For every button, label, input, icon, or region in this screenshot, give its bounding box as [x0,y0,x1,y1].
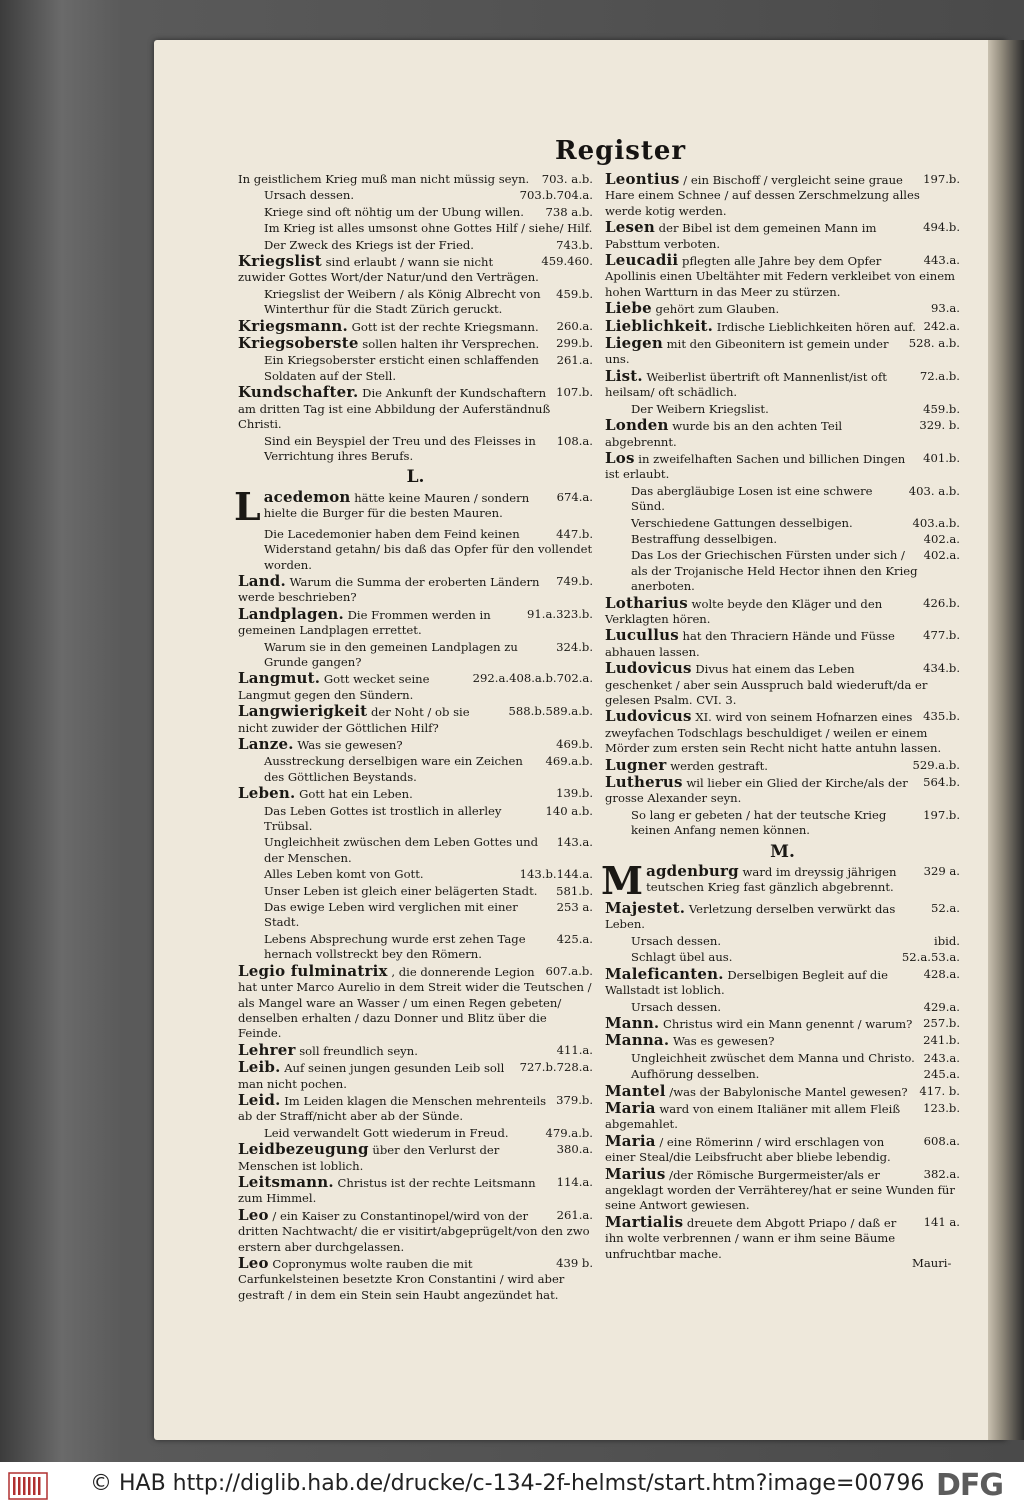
entry-text: Alles Leben komt von Gott. [264,867,424,882]
register-entry [605,709,960,756]
headword: Leo [238,1205,269,1224]
page-reference: 257.b. [923,1015,960,1030]
page-reference: 253 a. [556,900,593,915]
page-reference: 241.b. [923,1033,960,1048]
entry-text: Christus wird ein Mann genennt / warum? [663,1016,913,1031]
entry-text: wil lieber ein Glied der Kirche/als der grosse Alexander seyn. [605,776,908,806]
headword: Lucullus [605,626,679,645]
register-entry [238,571,593,606]
entry-text: wolte beyde den Kläger und den Verklagten hören. [605,596,883,626]
page-reference: 261.a. [556,1207,593,1222]
entry-text: Ursach dessen. [631,999,722,1014]
entry-text: der Bibel ist dem gemeinen Mann im Pabsttum verboten. [605,221,877,251]
entry-text: in zweifelhaften Sachen und billichen Dingen ist erlaubt. [605,451,906,482]
entry-text: Auf seinen jungen gesunden Leib soll man nicht pochen. [238,1061,505,1091]
register-entry [238,737,593,753]
entry-text: Lebens Absprechung wurde erst zehen Tage hernach vollstreckt bey den Römern. [264,931,526,962]
headword: List. [605,366,643,385]
entry-text: /der Römische Burgermeister/als er angeklagt worden der Verrähterey/hat er seine Wunden für seine Antwort gewiesen. [605,1167,955,1213]
page-reference: 197.b. [923,172,960,186]
register-entry [605,628,960,660]
entry-text: Irdische Lieblichkeiten hören auf. [716,319,916,334]
page-reference: 743.b. [556,237,593,252]
page-reference: 197.b. [923,807,960,822]
register-subentry [605,934,960,949]
entry-text: Ausstreckung derselbigen ware ein Zeichen des Göttlichen Beystands. [264,754,523,784]
page-reference: 261.a. [556,353,593,368]
entry-text: Im Leiden klagen die Menschen mehrenteils ab der Straff/nicht aber ab der Sünde. [238,1093,547,1124]
page-reference: 72.a.b. [919,368,960,383]
register-entry [605,172,960,219]
headword: agdenburg [646,862,739,881]
entry-text: Was sie gewesen? [297,738,403,752]
page-reference: ibid. [934,933,960,948]
page-reference: 143.b.144.a. [519,867,593,882]
catchword: Mauri- [912,1256,952,1270]
register-subentry [238,527,593,573]
entry-text: / eine Römerinn / wird erschlagen von einer Steal/die Leibsfrucht aber bliebe lebendig. [605,1134,891,1165]
headword: Kriegsmann. [238,316,348,335]
entry-text: /was der Babylonische Mantel gewesen? [669,1084,908,1099]
headword: Los [605,448,635,467]
entry-text: Die Frommen werden in gemeinen Landplagen errettet. [238,607,491,638]
page-reference: 141 a. [923,1214,960,1229]
page-reference: 425.a. [556,931,593,946]
entry-text: gehört zum Glauben. [655,302,780,317]
headword: Lesen [605,218,655,237]
entry-text: dreuete dem Abgott Priapo / daß er ihn wolte verbrennen / wann er ihm seine Bäume unfruchtbar mache. [605,1215,897,1261]
entry-text: / ein Kaiser zu Constantinopel/wird von der dritten Nachtwacht/ die er visitirt/abgeprügelt/von den zwo erstern aber durchgelassen. [238,1208,590,1254]
register-entry [238,671,593,703]
entry-text: Gott hat ein Leben. [299,787,413,802]
headword: Liegen [605,334,663,353]
page-reference: 447.b. [556,526,593,541]
headword: Ludovicus [605,659,692,678]
entry-text: Derselbigen Begleit auf die Wallstadt ist loblich. [605,967,888,998]
page-reference: 292.a.408.a.b.702.a. [472,671,593,686]
page-reference: 139.b. [556,786,593,801]
headword: Marius [605,1164,666,1183]
register-entry [605,366,960,401]
page-reference: 749.b. [556,573,593,588]
register-subentry [238,754,593,785]
register-entry [605,775,960,807]
page-reference: 469.b. [556,737,593,751]
entry-text: Sind ein Beyspiel der Treu und des Fleisses in Verrichtung ihres Berufs. [264,433,536,463]
register-entry [238,604,593,639]
page-reference: 401.b. [923,450,960,465]
register-subentry [238,835,593,866]
page-reference: 93.a. [930,301,960,316]
register-subentry [605,808,960,839]
entry-text: Die Ankunft der Kundschaftern am dritten Tag ist eine Abbildung der Auferständnuß Christi. [238,386,551,432]
entry-text: pflegten alle Jahre bey dem Opfer Apollinis einen Ubeltähter mit Federn verkleibet von einem hohen Wartturn in das Meer zu stürzen. [605,254,956,299]
entry-text: Christus ist der rechte Leitsmann zum Himmel. [238,1175,536,1206]
entry-text: Die Lacedemonier haben dem Feind keinen Widerstand getahn/ bis daß das Opfer für den vollendet worden. [264,526,593,572]
headword: Lieblichkeit. [605,316,714,335]
page-reference: 417. b. [919,1083,960,1098]
headword: Maria [605,1131,656,1150]
register-entry [605,755,960,774]
entry-text: / ein Bischoff / vergleicht seine graue Hare einem Schnee / auf dessen Zerschmelzung alles werde kotig werden. [605,173,920,218]
page-reference: 581.b. [556,883,593,898]
entry-text: Kriege sind oft nöhtig um der Ubung willen. [264,204,524,219]
page-reference: 494.b. [923,220,960,235]
entry-text: mit den Gibeonitern ist gemein under uns. [605,337,889,367]
entry-text: Warum sie in den gemeinen Landplagen zu Grunde gangen? [264,639,518,669]
register-subentry [238,932,593,963]
headword: Martialis [605,1212,684,1231]
page-reference: 140 a.b. [545,803,593,818]
register-subentry [605,516,960,531]
entry-text: Verschiedene Gattungen desselbigen. [631,515,853,530]
register-entry [238,1172,593,1207]
page-reference: 703. a.b. [541,172,593,186]
entry-text: , die donnerende Legion hat unter Marco Aurelio in dem Streit wider die Teutschen / als Mangel ware an Wasser / um einen Regen gebeten/ denselben erhalten / dazu Donner und Blitz über die Feinde. [238,964,592,1041]
headword: Maleficanten. [605,964,724,983]
page-reference: 426.b. [923,595,960,610]
page-reference: 403.a.b. [912,515,960,530]
entry-text: Kriegslist der Weibern / als König Albrecht von Winterthur für die Stadt Zürich geruckt. [264,286,541,317]
copyright-url-text: © HAB http://diglib.hab.de/drucke/c-134-2f-helmst/start.htm?image=00796 [90,1471,925,1496]
page-reference: 738 a.b. [545,204,593,219]
headword: Londen [605,416,669,435]
page-reference: 477.b. [923,628,960,643]
headword: Leidbezeugung [238,1140,369,1159]
register-entry [605,253,960,300]
page-reference: 564.b. [923,775,960,790]
page-reference: 52.a.53.a. [901,950,960,965]
register-entry [238,1060,593,1092]
headword: Lanze. [238,735,294,753]
headword: Lotharius [605,593,688,612]
entry-text: Ursach dessen. [264,188,355,203]
entry-text: Unser Leben ist gleich einer belägerten Stadt. [264,883,538,898]
entry-text: Bestraffung desselbigen. [631,531,778,546]
headword: Legio fulminatrix [238,961,388,980]
entry-text: Ursach dessen. [631,933,722,948]
register-entry [605,1131,960,1166]
register-subentry [605,402,960,417]
headword: Langwierigkeit [238,702,368,721]
register-entry [238,1205,593,1255]
register-entry [605,964,960,999]
entry-text: sollen halten ihr Versprechen. [362,337,540,352]
entry-text: So lang er gebeten / hat der teutsche Krieg keinen Anfang nemen können. [631,807,887,838]
register-entry [605,448,960,483]
register-subentry [238,221,593,236]
headword: Mann. [605,1013,660,1032]
footer-bar [0,1462,1024,1510]
entry-text: Leid verwandelt Gott wiederum in Freud. [264,1125,509,1140]
register-entry [605,1098,960,1133]
register-subentry [238,434,593,465]
headword: Kriegslist [238,252,322,271]
page-reference: 608.a. [923,1133,960,1148]
page-reference: 528. a.b. [908,336,960,351]
register-entry [238,172,593,187]
page-reference: 529.a.b. [912,757,960,772]
register-subentry [238,238,593,253]
headword: Leib. [238,1058,281,1077]
page-reference: 379.b. [556,1092,593,1107]
page-reference: 402.a. [923,548,960,563]
entry-text: Ein Kriegsoberster ersticht einen schlaffenden Soldaten auf der Stell. [264,353,539,383]
entry-text: Ungleichheit zwüschet dem Manna und Christo. [631,1050,915,1065]
register-entry [605,901,960,933]
register-entry [605,1013,960,1032]
entry-text: ward im dreyssig jährigen teutschen Krieg fast gänzlich abgebrennt. [646,865,897,895]
page-reference: 243.a. [923,1050,960,1065]
hab-logo-icon [8,1471,48,1501]
section-letter: L. [406,467,425,488]
page-reference: 429.a. [923,999,960,1014]
entry-text: Das Los der Griechischen Fürsten under sich / als der Trojanische Held Hector ihnen den Krieg anerboten. [631,548,918,594]
register-entry [605,1081,960,1100]
entry-text: ward von einem Italiäner mit allem Fleiß abgemahlet. [605,1101,901,1132]
register-entry [605,418,960,450]
register-subentry [238,205,593,220]
page-reference: 459.460. [541,254,593,269]
page-reference: 107.b. [556,385,593,400]
register-entry [238,1040,593,1059]
register-entry [605,220,960,252]
drop-capital: L [234,483,261,529]
entry-text: werden gestraft. [670,758,768,773]
page-reference: 329 a. [923,864,960,879]
page-reference: 242.a. [923,318,960,333]
page-reference: 123.b. [923,1100,960,1115]
entry-text: Divus hat einem das Leben geschenket / aber sein Ausspruch bald wiederuft/da er gelesen Psalm. CVI. 3. [605,662,928,707]
page-reference: 260.a. [556,318,593,333]
register-entry [605,336,960,368]
headword: Landplagen. [238,604,344,623]
page-reference: 434.b. [923,661,960,676]
register-entry [234,483,593,529]
entry-text: Gott ist der rechte Kriegsmann. [351,319,539,334]
headword: Leid. [238,1090,281,1109]
register-subentry [605,1067,960,1082]
headword: Maria [605,1098,656,1117]
register-subentry [238,353,593,384]
page-reference: 411.a. [556,1042,593,1057]
entry-text: wurde bis an den achten Teil abgebrennt. [605,419,843,449]
page-reference: 469.a.b. [545,754,593,769]
page-reference: 674.a. [556,489,593,504]
headword: Lugner [605,755,667,774]
headword: Majestet. [605,899,686,918]
headword: Manna. [605,1031,670,1050]
register-subentry [238,867,593,882]
headword: Leo [238,1254,269,1272]
page-reference: 329. b. [919,418,960,433]
headword: acedemon [263,487,351,506]
headword: Land. [238,571,286,590]
entry-text: sind erlaubt / wann sie nicht zuwider Gottes Wort/der Natur/und den Verträgen. [238,255,539,285]
register-entry [605,1212,960,1262]
register-entry [238,1090,593,1125]
page-reference: 443.a. [923,253,960,268]
page-edge-shadow [988,40,1024,1440]
headword: Leitsmann. [238,1172,334,1191]
headword: Leben. [238,784,296,803]
entry-text: In geistlichem Krieg muß man nicht müssig seyn. [238,172,530,186]
page-reference: 380.a. [556,1142,593,1157]
entry-text: Gott wecket seine Langmut gegen den Sündern. [238,672,430,702]
register-subentry [238,287,593,318]
entry-text: Verletzung derselben verwürkt das Leben. [605,902,896,932]
headword: Mantel [605,1081,666,1100]
page-reference: 299.b. [556,336,593,351]
register-entry [238,1256,593,1303]
register-subentry [238,804,593,835]
register-entry [238,254,593,286]
headword: Leontius [605,170,680,188]
entry-text: Das ewige Leben wird verglichen mit einer Stadt. [264,900,518,930]
page-reference: 382.a. [923,1166,960,1181]
register-entry [238,704,593,736]
page-reference: 114.a. [556,1174,593,1189]
register-column-left [234,172,593,1304]
register-entry [605,593,960,628]
register-entry [605,301,960,317]
entry-text: hat den Thraciern Hände und Füsse abhauen lassen. [605,629,895,659]
page-reference: 607.a.b. [545,963,593,978]
page-reference: 402.a. [923,531,960,546]
page-reference: 245.a. [923,1067,960,1082]
register-subentry [605,548,960,594]
entry-text: der Noht / ob sie nicht zuwider der Göttlichen Hilf? [238,705,470,735]
entry-text: über den Verlurst der Menschen ist loblich. [238,1143,500,1173]
register-subentry [605,1051,960,1066]
entry-text: Copronymus wolte rauben die mit Carfunkelsteinen besetzte Kron Constantini / wird aber gestraft / in dem ein Stein sein Haubt angezündet hat. [238,1257,565,1302]
page-reference: 91.a.323.b. [527,606,593,621]
register-subentry [238,884,593,899]
entry-text: Der Weibern Kriegslist. [631,401,769,416]
register-entry [238,961,593,1042]
register-entry [605,1164,960,1214]
entry-text: hätte keine Mauren / sondern hielte die Burger für die besten Mauren. [263,490,530,521]
headword: Kriegsoberste [238,334,359,353]
headword: Kundschafter. [238,383,359,402]
register-subentry [238,188,593,203]
entry-text: XI. wird von seinem Hofnarzen eines zweyfachen Todschlags beschuldiget / weilen er einem Mörder zum ersten sein Recht nicht hatte antuhn lassen. [605,710,942,756]
headword: Liebe [605,299,652,318]
entry-text: Schlagt übel aus. [631,950,733,965]
page-reference: 439 b. [556,1256,593,1270]
entry-text: Der Zweck des Kriegs ist der Fried. [264,237,474,252]
entry-text: soll freundlich seyn. [299,1043,418,1058]
register-entry [605,1033,960,1049]
entry-text: Aufhörung desselben. [631,1067,760,1082]
register-subentry [238,900,593,931]
headword: Leucadii [605,251,679,270]
register-entry [605,316,960,335]
entry-text: Weiberlist übertrift oft Mannenlist/ist oft heilsam/ oft schädlich. [605,369,887,400]
register-column-right [601,170,960,1263]
page-reference: 52.a. [930,901,960,916]
page-reference: 143.a. [556,835,593,850]
entry-text: Das abergläubige Losen ist eine schwere Sünd. [631,483,873,514]
entry-text: Im Krieg ist alles umsonst ohne Gottes Hilf / siehe/ Hilf. [264,221,593,236]
page-reference: 727.b.728.a. [519,1060,593,1075]
entry-text: Das Leben Gottes ist trostlich in allerley Trübsal. [264,803,502,834]
page-reference: 403. a.b. [908,483,960,498]
register-entry [238,1142,593,1174]
register-subentry [605,532,960,547]
page-reference: 459.b. [923,401,960,416]
register-subentry [605,950,960,965]
register-entry [605,661,960,708]
page-reference: 108.a. [556,433,593,448]
register-entry [238,336,593,352]
headword: Langmut. [238,669,321,688]
register-subentry [605,484,960,515]
section-letter: M. [770,841,795,862]
register-entry [238,316,593,335]
page-reference: 428.a. [923,966,960,981]
page-reference: 703.b.704.a. [519,188,593,203]
register-entry [601,858,960,904]
page-reference: 588.b.589.a.b. [508,704,593,719]
entry-text: Ungleichheit zwüschen dem Leben Gottes und der Menschen. [264,835,539,865]
page-reference: 459.b. [556,286,593,301]
register-subentry [238,1126,593,1141]
page-reference: 324.b. [556,639,593,654]
headword: Ludovicus [605,707,692,726]
register-subentry [238,640,593,671]
dfg-logo: DFG [936,1468,1004,1503]
page-reference: 435.b. [923,709,960,724]
headword: Lutherus [605,773,683,792]
page-reference: 479.a.b. [545,1125,593,1140]
entry-text: Was es gewesen? [672,1034,775,1049]
drop-capital: M [601,858,644,904]
entry-text: Warum die Summa der eroberten Ländern werde beschrieben? [238,574,540,605]
headword: Lehrer [238,1040,296,1059]
register-entry [238,385,593,432]
register-entry [238,786,593,802]
register-subentry [605,1000,960,1015]
running-head: Register [555,136,687,166]
